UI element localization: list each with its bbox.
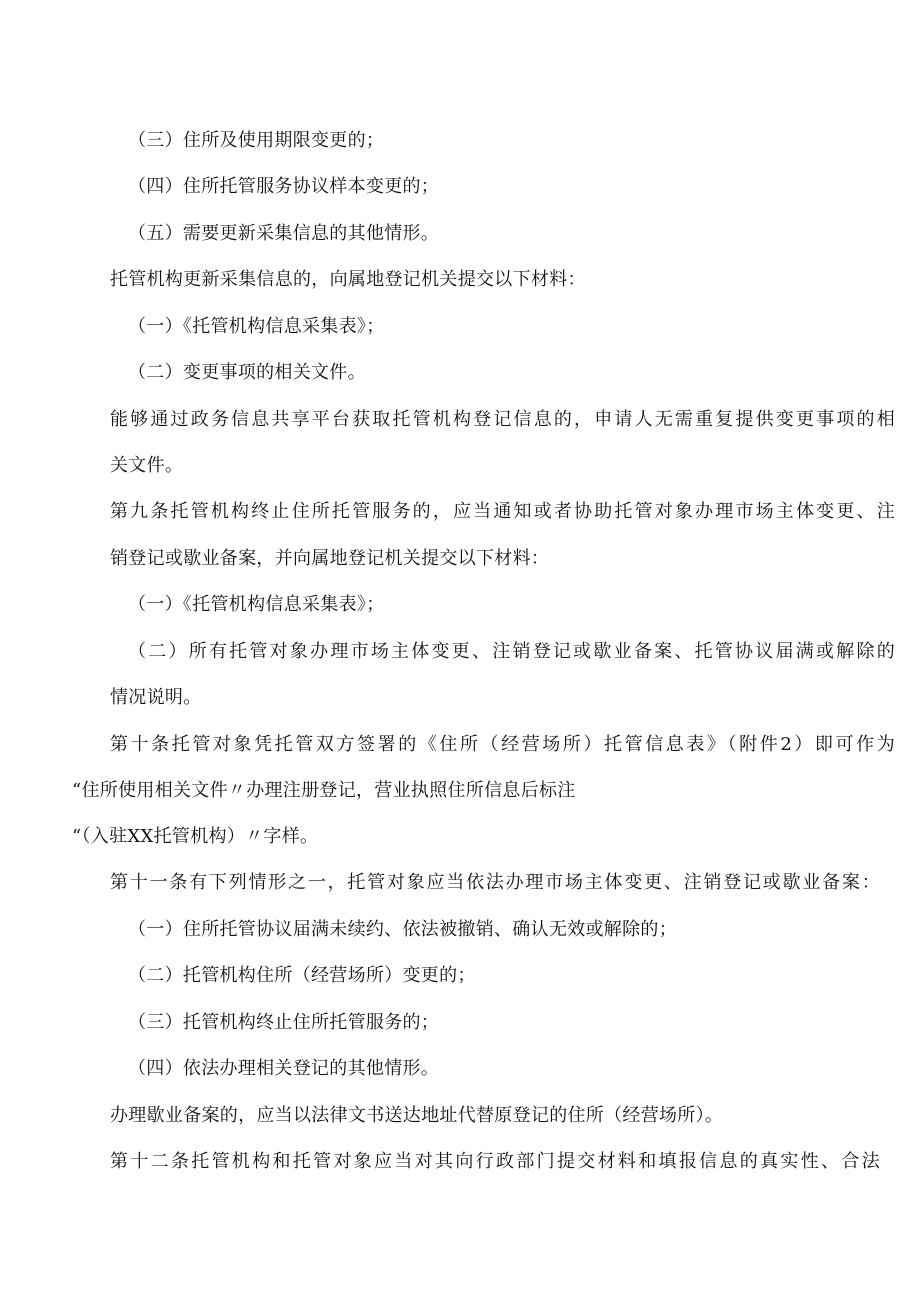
text-line-1: （三）住所及使用期限变更的； [128,130,385,151]
text-line-5: （一）《托管机构信息采集表》； [128,316,385,337]
text-line-22: 办理歇业备案的，应当以法律文书送达地址代替原登记的住所（经营场所）。 [110,1105,724,1126]
text-line-9: 第九条托管机构终止住所托管服务的，应当通知或者协助托管对象办理市场主体变更、注 [110,501,895,522]
text-line-19: （二）托管机构住所（经营场所）变更的； [128,965,476,986]
text-line-3: （五）需要更新采集信息的其他情形。 [128,223,440,244]
text-line-4: 托管机构更新采集信息的，向属地登记机关提交以下材料： [110,269,586,290]
text-line-2: （四）住所托管服务协议样本变更的； [128,176,440,197]
text-line-18: （一）住所托管协议届满未续约、依法被撤销、确认无效或解除的； [128,919,677,940]
text-line-20: （三）托管机构终止住所托管服务的； [128,1012,440,1033]
text-line-7: 能够通过政务信息共享平台获取托管机构登记信息的，申请人无需重复提供变更事项的相 [110,409,895,430]
text-line-21: （四）依法办理相关登记的其他情形。 [128,1058,440,1079]
text-line-6: （二）变更事项的相关文件。 [128,362,366,383]
text-line-8: 关文件。 [110,455,184,476]
text-line-23: 第十二条托管机构和托管对象应当对其向行政部门提交材料和填报信息的真实性、合法 [110,1151,880,1172]
text-line-10: 销登记或歇业备案，并向属地登记机关提交以下材料： [110,548,550,569]
text-line-17: 第十一条有下列情形之一，托管对象应当依法办理市场主体变更、注销登记或歇业备案： [110,872,880,893]
text-line-15: “住所使用相关文件〃办理注册登记，营业执照住所信息后标注 [72,780,576,801]
text-line-12: （二）所有托管对象办理市场主体变更、注销登记或歇业备案、托管协议届满或解除的 [128,641,895,662]
text-line-13: 情况说明。 [110,687,202,708]
text-line-16: “（入驻XX托管机构）〃字样。 [72,826,319,847]
text-line-11: （一）《托管机构信息采集表》； [128,594,385,615]
text-line-14: 第十条托管对象凭托管双方签署的《住所（经营场所）托管信息表》（附件2）即可作为 [110,734,895,755]
